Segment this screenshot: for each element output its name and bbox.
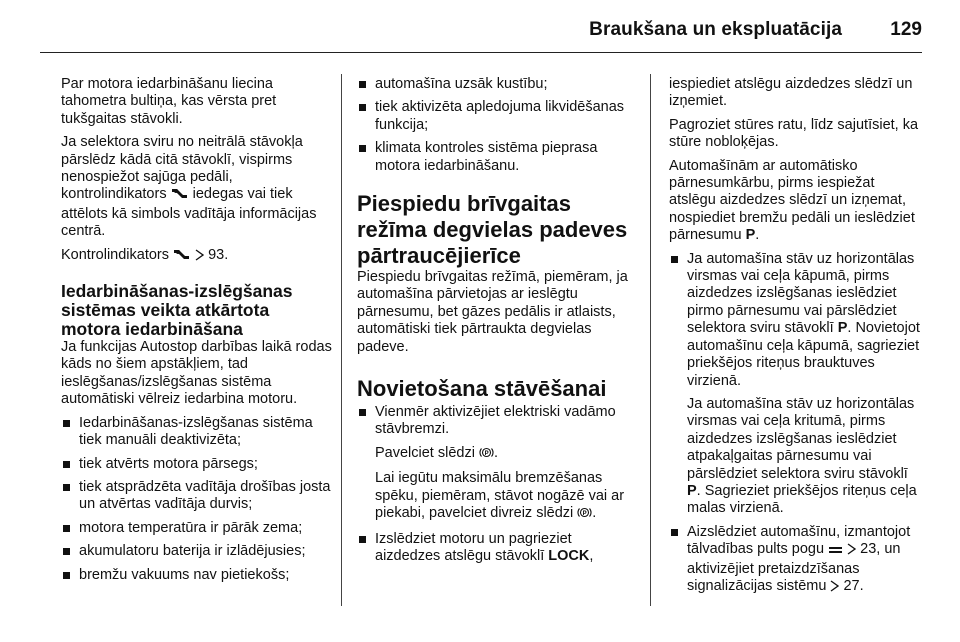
parking-brake-icon <box>479 446 494 464</box>
paragraph: Par motora iedarbināšanu liecina tahometra bultiņa, kas vērsta pret tukšgaitas stāvokli. <box>61 76 277 127</box>
section-heading: Piespiedu brīvgaitas režīma degvielas padeves pārtraucējierīce <box>357 191 628 269</box>
text: . Sagrieziet priekšējos riteņus ceļa malas virzienā. <box>687 482 917 517</box>
text: Automašīnām ar automātisko pārnesumkārbu, pirms iespiežat atslēgu aizdedzes slēdzī un izņemat, nospiediet bremžu pedāli un ieslēdziet pārnesumu <box>669 157 915 244</box>
text <box>687 396 924 518</box>
page-reference-icon <box>847 543 856 560</box>
list-item <box>357 531 635 566</box>
list-item: automašīna uzsāk kustību; <box>357 76 635 93</box>
page-reference-icon <box>830 580 839 597</box>
list-item: tiek atsprādzēta vadītāja drošības josta un atvērtas vadītāja durvis; <box>61 479 333 514</box>
page-reference-icon <box>195 249 204 266</box>
text: Ja selektora sviru no neitrālā stāvokļa pārslēdz kādā citā stāvoklī, vispirms nenospiežot sajūga pedāli, kontrolindikators <box>61 134 303 203</box>
text: Aizslēdziet automašīnu, izmantojot tālvadības pults pogu <box>687 523 911 558</box>
list-item: tiek aktivizēta apledojuma likvidēšanas funkcija; <box>357 99 635 134</box>
svg-text:P: P <box>484 450 489 457</box>
column-2 <box>357 76 635 571</box>
list-item <box>669 524 924 598</box>
key-position-label: LOCK <box>548 547 590 564</box>
gear-position-label: P <box>687 482 697 499</box>
list-item: motora temperatūra ir pārāk zema; <box>61 520 333 537</box>
paragraph: iespiediet atslēgu aizdedzes slēdzī un izņemiet. <box>669 76 913 110</box>
text: Ja automašīna stāv uz horizontālas virsmas vai ceļa kāpumā, pirms aizdedzes izslēgšanas ieslēdziet pirmo pārnesumu vai pārslēdziet selektora sviru stāvoklī <box>687 250 915 337</box>
text: Vienmēr aktivizējiet elektriski vadāmo stāvbremzi. <box>375 404 616 438</box>
bullet-list <box>669 251 924 598</box>
list-item: akumulatoru baterija ir izlādējusies; <box>61 543 333 560</box>
bullet-list <box>61 415 333 584</box>
text: Kontrolindikators <box>61 246 169 263</box>
section-heading: Iedarbināšanas-izslēgšanas sistēmas veikta atkārtota motora iedarbināšana <box>61 281 293 340</box>
paragraph: Ja funkcijas Autostop darbības laikā rodas kāds no šiem apstākļiem, tad ieslēgšanas/izslēgšanas sistēma automātiski vēlreiz iedarbina motoru. <box>61 339 332 408</box>
parking-brake-icon <box>577 506 592 524</box>
text: Ja automašīna stāv uz horizontālas virsmas vai ceļa kritumā, pirms aizdedzes izslēgšanas ieslēdziet atpakaļgaitas pārnesumu vai pārslēdziet selektora sviru stāvoklī <box>687 395 915 482</box>
list-item: Iedarbināšanas-izslēgšanas sistēma tiek manuāli deaktivizēta; <box>61 415 333 450</box>
list-item <box>357 404 635 524</box>
text: Pavelciet slēdzi <box>375 444 475 461</box>
paragraph: Piespiedu brīvgaitas režīmā, piemēram, ja automašīna pārvietojas ar ieslēgtu pārnesumu, bet gāzes pedālis ir atlaists, automātiski tiek pārtraukta degvielas padeve. <box>357 269 628 355</box>
page-title: Braukšana un ekspluatācija <box>589 19 842 40</box>
list-item <box>669 251 924 518</box>
list-item: tiek atvērts motora pārsegs; <box>61 456 333 473</box>
clutch-indicator-icon <box>173 248 191 266</box>
clutch-indicator-icon <box>171 187 189 205</box>
text: Novietojot automašīnu ceļa kāpumā, sagrieziet priekšējos riteņus brauktuves virzienā. <box>687 320 920 389</box>
list-item: bremžu vakuums nav pietiekošs; <box>61 567 333 584</box>
page-reference[interactable]: 93. <box>208 246 229 263</box>
section-heading: Novietošana stāvēšanai <box>357 376 607 402</box>
column-1 <box>61 76 333 590</box>
page-header <box>0 0 960 50</box>
text: Lai iegūtu maksimālu bremzēšanas spēku, piemēram, stāvot nogāzē vai ar piekabi, pavelciet divreiz slēdzi <box>375 470 625 522</box>
column-divider <box>341 74 342 606</box>
text: Pavelciet slēdzi P . <box>375 445 635 464</box>
text: , <box>589 547 594 564</box>
bullet-list <box>357 404 635 565</box>
gear-position-label: P <box>745 227 756 244</box>
list-item: klimata kontroles sistēma pieprasa motora iedarbināšanu. <box>357 140 635 175</box>
paragraph <box>61 247 333 266</box>
column-divider <box>650 74 651 606</box>
text: iedegas vai tiek attēlots kā simbols vadītāja informācijas centrā. <box>61 186 317 240</box>
paragraph: Automašīnām ar automātisko pārnesumkārbu, pirms iespiežat atslēgu aizdedzes slēdzī un izņemat, nospiediet bremžu pedāli un ieslēdziet pārnesumu P. <box>669 157 915 244</box>
svg-text:P: P <box>582 510 587 517</box>
text: Izslēdziet motoru un pagrieziet aizdedzes atslēgu stāvoklī <box>375 530 572 564</box>
text: Lai iegūtu maksimālu bremzēšanas spēku, piemēram, stāvot nogāzē vai ar piekabi, pavelciet divreiz slēdzi P . <box>375 470 635 524</box>
text: Ja automašīna stāv uz horizontālas virsmas vai ceļa kāpumā, pirms aizdedzes izslēgšanas ieslēdziet pirmo pārnesumu vai pārslēdziet selektora sviru stāvoklī P. Novietojot automašīnu ceļa kāpumā, sagrieziet priekšējos riteņus brauktuves virzienā. <box>687 250 920 389</box>
page-reference[interactable]: 27. <box>843 577 864 594</box>
paragraph <box>61 134 333 240</box>
column-3 <box>669 76 924 603</box>
header-divider <box>40 52 922 53</box>
gear-position-label: P <box>837 320 848 337</box>
bullet-list <box>357 76 635 175</box>
page-reference[interactable]: 23, un aktivizējiet pretaizdzīšanas signalizācijas sistēmu <box>687 541 901 594</box>
paragraph: Pagroziet stūres ratu, līdz sajutīsiet, ka stūre nobloķējas. <box>669 116 919 151</box>
page-number: 129 <box>890 19 922 40</box>
remote-lock-button-icon <box>828 543 843 560</box>
